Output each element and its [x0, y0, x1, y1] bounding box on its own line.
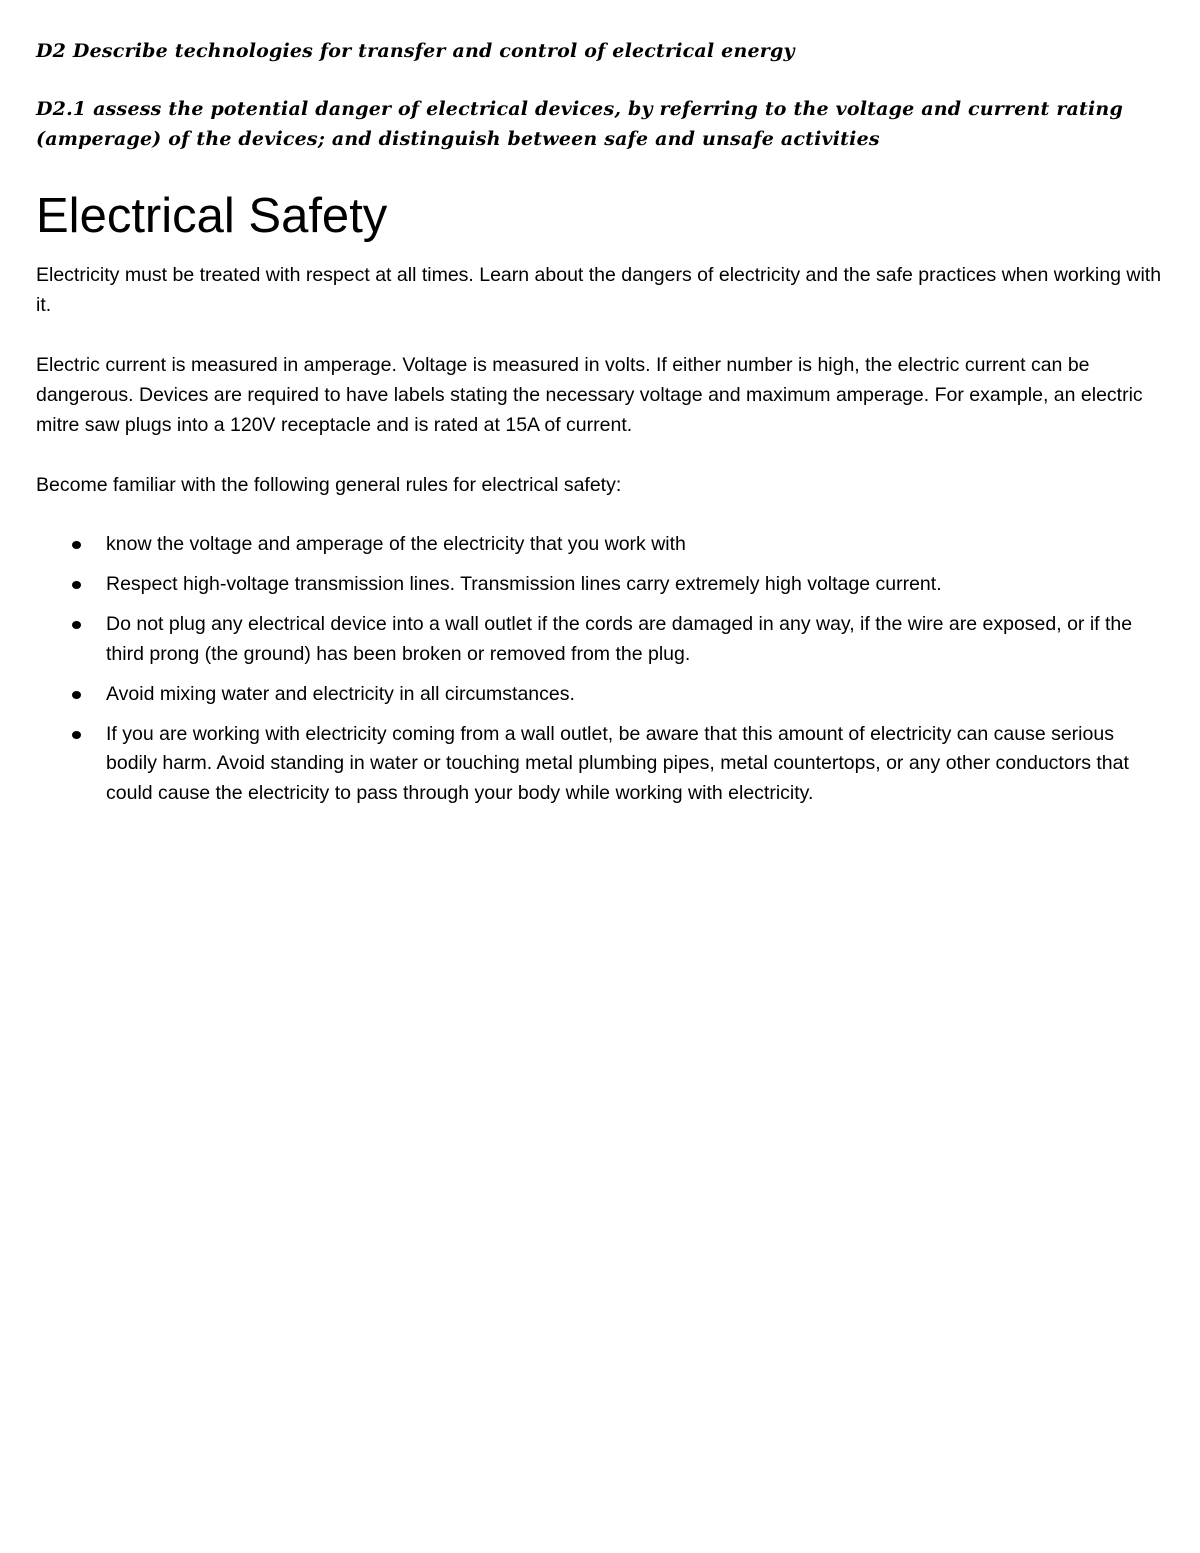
list-item-text: Do not plug any electrical device into a wall outlet if the cords are damaged in any way, if the wire are exposed, or if the third prong (the ground) has been broken or removed from the plug.	[106, 613, 1133, 665]
list-item-text: know the voltage and amperage of the electricity that you work with	[106, 533, 686, 555]
list-item-text: Avoid mixing water and electricity in all circumstances.	[106, 682, 575, 705]
paragraph-current: Electric current is measured in amperage. Voltage is measured in volts. If either number is high, the electric current can be dangerous. Devices are required to have labels stating the necessary voltage and maximum amperage. For example, an electric mitre saw plugs into a 120V receptacle and is rated at 15A of current.	[36, 354, 1143, 436]
bullet-icon	[72, 541, 81, 549]
list-item-text: Respect high-voltage transmission lines. Transmission lines carry extremely high voltage current.	[106, 573, 942, 595]
standard-d2-1: D2.1 assess the potential danger of electrical devices, by referring to the voltage and current rating (amperage) of the devices; and distinguish between safe and unsafe activities	[36, 98, 1123, 150]
bullet-icon	[72, 731, 81, 739]
bullet-icon	[72, 621, 81, 629]
list-item	[36, 570, 1168, 600]
paragraph-rules-intro: Become familiar with the following general rules for electrical safety:	[36, 474, 622, 496]
paragraph-intro: Electricity must be treated with respect at all times. Learn about the dangers of electricity and the safe practices when working with it.	[36, 264, 1162, 316]
bullet-icon	[72, 691, 81, 699]
list-item	[36, 610, 1168, 669]
document-page	[36, 36, 1168, 819]
list-item	[36, 720, 1168, 809]
bullet-icon	[72, 581, 81, 589]
rules-list	[36, 530, 1168, 808]
list-item	[36, 680, 1168, 710]
list-item	[36, 530, 1168, 560]
page-title: Electrical Safety	[36, 189, 388, 243]
list-item-text: If you are working with electricity coming from a wall outlet, be aware that this amount of electricity can cause serious bodily harm. Avoid standing in water or touching metal plumbing pipes, metal countertops, or any other conductors that could cause the electricity to pass through your body while working with electricity.	[106, 722, 1129, 804]
standard-d2: D2 Describe technologies for transfer and control of electrical energy	[36, 40, 795, 62]
